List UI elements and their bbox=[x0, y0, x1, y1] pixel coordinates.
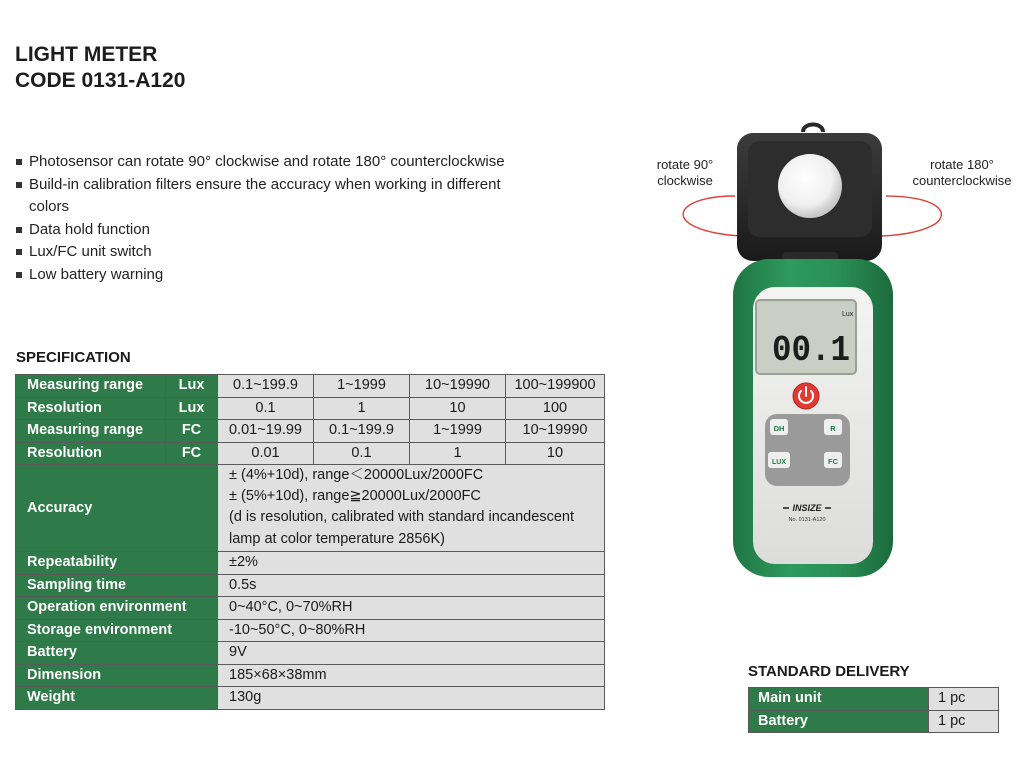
standard-delivery-heading: STANDARD DELIVERY bbox=[748, 663, 910, 680]
spec-unit: FC bbox=[166, 442, 218, 465]
spec-label: Resolution bbox=[16, 442, 166, 465]
spec-label: Operation environment bbox=[16, 597, 218, 620]
spec-value: 0.1 bbox=[218, 397, 314, 420]
spec-value: 0.5s bbox=[218, 574, 605, 597]
spec-value: 9V bbox=[218, 642, 605, 665]
spec-value: 1 bbox=[410, 442, 506, 465]
product-name: LIGHT METER bbox=[15, 43, 158, 66]
spec-value: 130g bbox=[218, 687, 605, 710]
rotate-label-line: rotate 90° bbox=[656, 157, 714, 172]
table-row bbox=[16, 619, 605, 642]
spec-value: 185×68×38mm bbox=[218, 664, 605, 687]
spec-label: Storage environment bbox=[16, 619, 218, 642]
spec-unit: Lux bbox=[166, 375, 218, 398]
spec-label: Weight bbox=[16, 687, 218, 710]
photosensor-dome bbox=[778, 154, 842, 218]
spec-value: 10 bbox=[506, 442, 605, 465]
rotate-label-line: clockwise bbox=[657, 173, 713, 188]
model-number: No. 0131-A120 bbox=[788, 517, 826, 523]
spec-value: 10~19990 bbox=[410, 375, 506, 398]
spec-label: Repeatability bbox=[16, 552, 218, 575]
spec-label: Battery bbox=[16, 642, 218, 665]
spec-value: 1~1999 bbox=[314, 375, 410, 398]
spec-value: 10~19990 bbox=[506, 420, 605, 443]
fc-button-label: FC bbox=[828, 457, 838, 466]
feature-item: Photosensor can rotate 90° clockwise and rotate 180° counterclockwise bbox=[15, 151, 575, 174]
lux-button-label: LUX bbox=[772, 459, 786, 466]
table-row bbox=[749, 710, 999, 733]
brand-logo: INSIZE bbox=[792, 503, 822, 513]
feature-item: Lux/FC unit switch bbox=[15, 241, 575, 264]
display-unit: Lux bbox=[842, 311, 854, 318]
sensor-hook bbox=[803, 125, 823, 133]
accuracy-line: lamp at color temperature 2856K) bbox=[229, 530, 445, 547]
spec-value: -10~50°C, 0~80%RH bbox=[218, 619, 605, 642]
delivery-label: Main unit bbox=[749, 688, 929, 711]
spec-value: 1~1999 bbox=[410, 420, 506, 443]
spec-value: 100 bbox=[506, 397, 605, 420]
table-row bbox=[16, 442, 605, 465]
product-code: CODE 0131-A120 bbox=[15, 69, 186, 92]
spec-value: 0.1~199.9 bbox=[314, 420, 410, 443]
spec-value: 0.01~19.99 bbox=[218, 420, 314, 443]
product-title bbox=[15, 42, 185, 94]
dh-button-label: DH bbox=[773, 424, 785, 433]
r-button-label: R bbox=[830, 424, 836, 433]
spec-value: 0~40°C, 0~70%RH bbox=[218, 597, 605, 620]
table-row bbox=[16, 687, 605, 710]
spec-label: Dimension bbox=[16, 664, 218, 687]
spec-label: Accuracy bbox=[16, 465, 218, 552]
spec-value: 10 bbox=[410, 397, 506, 420]
feature-item: Low battery warning bbox=[15, 264, 575, 287]
feature-item bbox=[15, 174, 575, 219]
table-row bbox=[16, 420, 605, 443]
table-row bbox=[16, 597, 605, 620]
feature-item-text: Build-in calibration filters ensure the accuracy when working in different colors bbox=[29, 175, 501, 215]
spec-value: 1 bbox=[314, 397, 410, 420]
spec-label: Measuring range bbox=[16, 375, 166, 398]
table-row bbox=[749, 688, 999, 711]
specification-heading: SPECIFICATION bbox=[16, 349, 131, 366]
rotate-counterclockwise-arrow bbox=[876, 196, 941, 236]
light-meter-image bbox=[650, 110, 1024, 590]
accuracy-line: ± (5%+10d), range≧20000Lux/2000FC bbox=[229, 488, 481, 505]
spec-label: Measuring range bbox=[16, 420, 166, 443]
standard-delivery-table bbox=[748, 687, 999, 733]
feature-list bbox=[15, 151, 575, 286]
spec-value: ±2% bbox=[218, 552, 605, 575]
spec-value: 0.01 bbox=[218, 442, 314, 465]
spec-value: 100~199900 bbox=[506, 375, 605, 398]
delivery-value: 1 pc bbox=[929, 710, 999, 733]
feature-item: Data hold function bbox=[15, 219, 575, 242]
table-row bbox=[16, 397, 605, 420]
accuracy-value bbox=[218, 465, 605, 552]
accuracy-line: ± (4%+10d), range＜20000Lux/2000FC bbox=[229, 467, 484, 483]
spec-unit: Lux bbox=[166, 397, 218, 420]
spec-value: 0.1~199.9 bbox=[218, 375, 314, 398]
delivery-value: 1 pc bbox=[929, 688, 999, 711]
rotate-label-line: rotate 180° bbox=[930, 157, 994, 172]
rotate-label-line: counterclockwise bbox=[912, 173, 1012, 188]
delivery-label: Battery bbox=[749, 710, 929, 733]
spec-value: 0.1 bbox=[314, 442, 410, 465]
specification-table bbox=[15, 374, 605, 710]
table-row bbox=[16, 552, 605, 575]
table-row bbox=[16, 574, 605, 597]
accuracy-line: (d is resolution, calibrated with standard incandescent bbox=[229, 509, 574, 526]
table-row bbox=[16, 465, 605, 552]
spec-unit: FC bbox=[166, 420, 218, 443]
spec-label: Resolution bbox=[16, 397, 166, 420]
spec-label: Sampling time bbox=[16, 574, 218, 597]
table-row bbox=[16, 642, 605, 665]
table-row bbox=[16, 664, 605, 687]
table-row bbox=[16, 375, 605, 398]
display-reading: 00.1 bbox=[772, 330, 850, 371]
